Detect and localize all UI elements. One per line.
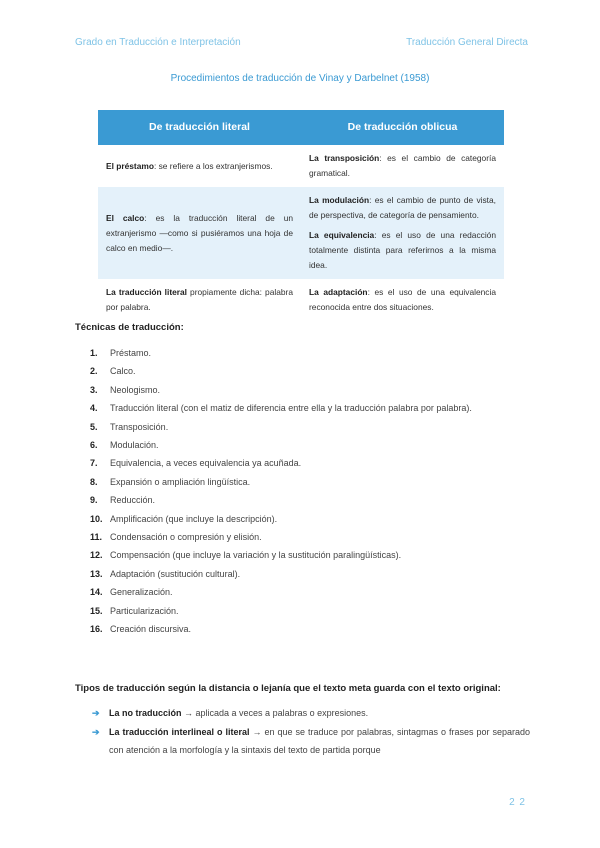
arrow-icon: ➔ [92, 726, 100, 737]
cell-transposicion: La transposición: es el cambio de categoría gramatical. [309, 153, 496, 178]
list-item: 13. Adaptación (sustitución cultural). [90, 568, 241, 579]
list-item: 9. Reducción. [90, 495, 156, 506]
table-header-row [98, 110, 504, 145]
page-number: 2 2 [509, 797, 526, 808]
cell-modulacion-equivalencia: La modulación: es el cambio de punto de vista, de perspectiva, de categoría de pensamiento. La equivalencia: es el uso de una redacción totalmente distinta para referirnos a la misma idea. [301, 187, 504, 279]
list-item: 10. Amplificación (que incluye la descripción). [90, 513, 278, 524]
list-item: 2. Calco. [90, 366, 136, 377]
page-title: Procedimientos de traducción de Vinay y Darbelnet (1958) [170, 73, 430, 84]
list-item: 7. Equivalencia, a veces equivalencia ya acuñada. [90, 458, 302, 469]
list-item: 1. Préstamo. [90, 348, 152, 358]
list-item: 15. Particularización. [90, 605, 179, 616]
translation-types-list [92, 704, 530, 760]
list-item: ➔ La traducción interlineal o literal → en que se traduce por palabras, sintagmas o frases por separado con atención a la morfología y la sintaxis del texto de partida porque [92, 723, 530, 760]
header-degree: Grado en Traducción e Interpretación [75, 37, 241, 48]
table-row [98, 187, 504, 279]
cell-calco: El calco: es la traducción literal de un extranjerismo —como si pusiéramos una hoja de calco en medio—. [98, 187, 301, 279]
techniques-heading: Técnicas de traducción: [75, 322, 184, 333]
header-subject: Traducción General Directa [406, 37, 528, 48]
techniques-list [90, 344, 510, 639]
cell-adaptacion: La adaptación: es el uso de una equivalencia reconocida entre dos situaciones. [309, 287, 497, 312]
list-item: 4. Traducción literal (con el matiz de diferencia entre ella y la traducción palabra por palabra). [90, 403, 472, 414]
list-item: 12. Compensación (que incluye la variación y la sustitución paralingüísticas). [90, 550, 402, 561]
table-row [98, 279, 504, 321]
procedures-table [98, 110, 504, 321]
list-item: 6. Modulación. [90, 440, 159, 451]
page-header [75, 37, 528, 51]
list-item: 14. Generalización. [90, 587, 173, 598]
cell-prestamo: El préstamo: se refiere a los extranjerismos. [106, 160, 273, 171]
list-item: 11. Condensación o compresión y elisión. [90, 532, 262, 543]
translation-types-heading: Tipos de traducción según la distancia o lejanía que el texto meta guarda con el texto original: [75, 683, 501, 694]
list-item: 3. Neologismo. [90, 384, 161, 395]
table-row [98, 145, 504, 187]
list-item: ➔ La no traducción → aplicada a veces a palabras o expresiones. [92, 704, 530, 723]
list-item: 16. Creación discursiva. [90, 624, 192, 635]
list-item: 8. Expansión o ampliación lingüística. [90, 476, 251, 487]
arrow-icon: ➔ [92, 708, 100, 718]
column-header-literal: De traducción literal [98, 110, 301, 145]
list-item: 5. Transposición. [90, 421, 169, 432]
column-header-oblique: De traducción oblicua [301, 110, 504, 145]
cell-traduccion-literal: La traducción literal propiamente dicha: palabra por palabra. [106, 287, 293, 312]
